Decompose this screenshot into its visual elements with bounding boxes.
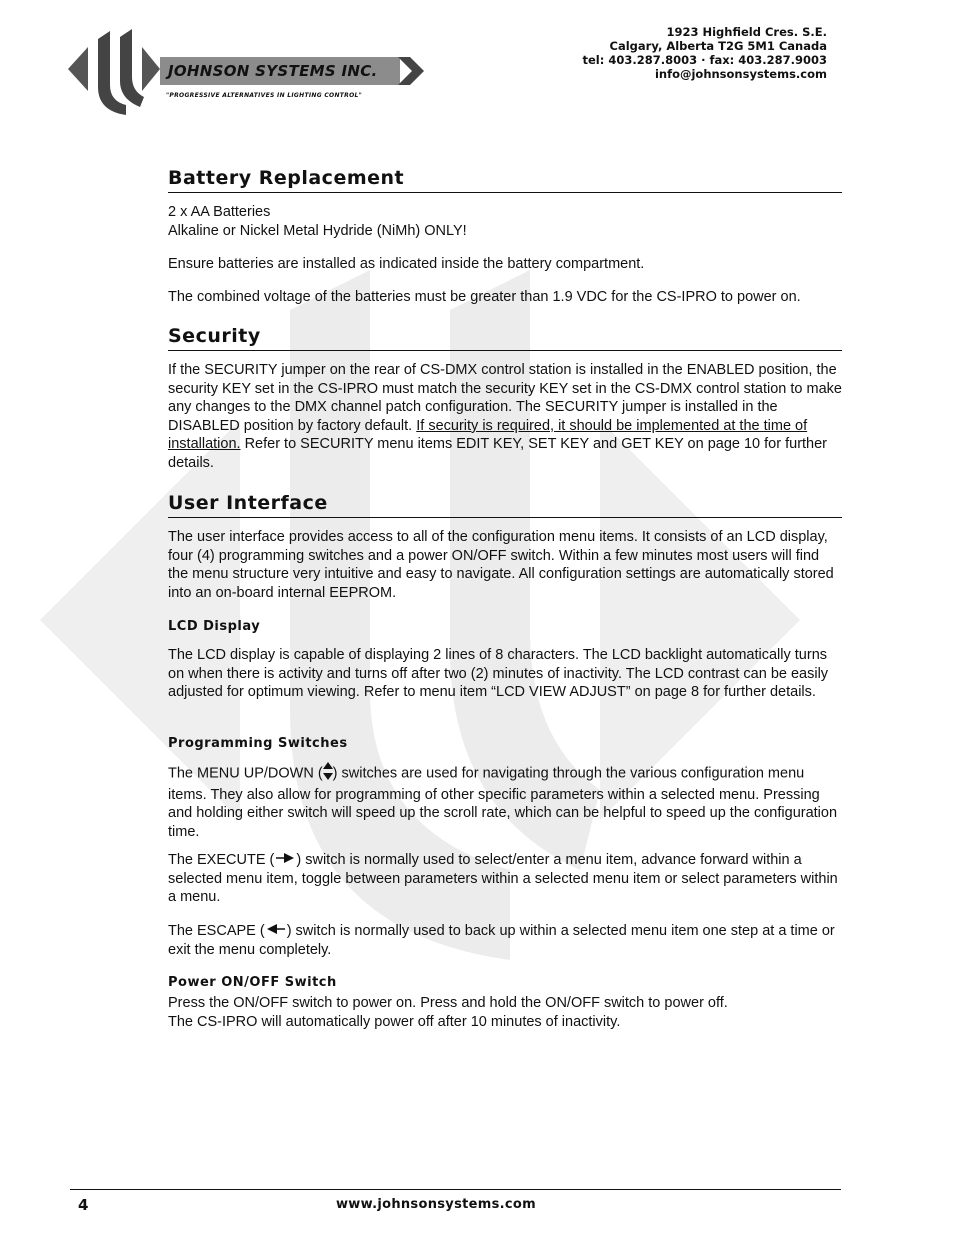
battery-chemistry: Alkaline or Nickel Metal Hydride (NiMh) ONLY! xyxy=(168,222,467,239)
battery-type-text xyxy=(168,203,842,240)
footer-website-link[interactable]: www.johnsonsystems.com xyxy=(336,1197,536,1212)
power-switch-line1: Press the ON/OFF switch to power on. Press and hold the ON/OFF switch to power off. xyxy=(168,995,728,1011)
logo-company-name: JOHNSON SYSTEMS INC. xyxy=(168,62,378,80)
lcd-display-text: The LCD display is capable of displaying 2 lines of 8 characters. The LCD backlight automatically turns on when there is activity and turns off after two (2) minutes of inactivity. The LCD contrast can be easily adjusted for optimum viewing. Refer to menu item “LCD VIEW ADJUST” on page 8 for further details. xyxy=(168,647,829,701)
up-down-arrow-icon xyxy=(323,762,333,786)
page-number: 4 xyxy=(78,1196,89,1214)
company-address xyxy=(582,25,827,81)
programming-switches-heading: Programming Switches xyxy=(168,736,348,751)
execute-switch-text-a: The EXECUTE ( xyxy=(168,852,275,869)
execute-switch-text xyxy=(168,851,842,907)
lcd-display-heading: LCD Display xyxy=(168,619,261,634)
footer-rule xyxy=(70,1189,841,1190)
logo-arrow-icon xyxy=(398,57,428,85)
address-city: Calgary, Alberta T2G 5M1 Canada xyxy=(609,39,827,53)
address-street: 1923 Highfield Cres. S.E. xyxy=(666,25,827,39)
execute-switch-text-b: ) switch is normally used to select/enter a menu item, advance forward within a selected menu item, toggle between parameters within a selected menu item or select parameters within a menu. xyxy=(168,852,838,906)
menu-switch-text-b: ) switches are used for navigating through the various configuration menu items. They also allow for programming of other specific parameters within a selected menu. Pressing and holding either switch will speed up the scroll rate, which can be helpful to speed up the configuration time. xyxy=(168,765,838,840)
power-switch-text xyxy=(168,994,842,1031)
battery-install-text: Ensure batteries are installed as indicated inside the battery compartment. xyxy=(168,256,645,272)
escape-switch-text-a: The ESCAPE ( xyxy=(168,923,265,940)
left-arrow-icon xyxy=(265,922,287,941)
menu-switch-text-a: The MENU UP/DOWN ( xyxy=(168,765,323,782)
battery-count: 2 x AA Batteries xyxy=(168,204,271,220)
security-text-b: Refer to SECURITY menu items EDIT KEY, SET KEY and GET KEY on page 10 for further details. xyxy=(168,436,828,471)
logo-tagline: "PROGRESSIVE ALTERNATIVES IN LIGHTING CONTROL" xyxy=(166,92,363,99)
menu-switch-text xyxy=(168,762,842,841)
escape-switch-text xyxy=(168,922,842,959)
security-underlined-note: If security is required, it should be implemented at the time of installation. xyxy=(168,417,808,453)
user-interface-intro: The user interface provides access to all of the configuration menu items. It consists of an LCD display, four (4) programming switches and a power ON/OFF switch. Within a few minutes most users will find the menu structure very intuitive and easy to navigate. All configuration settings are automatically stored into an on-board internal EEPROM. xyxy=(168,529,834,601)
address-phone-fax: tel: 403.287.8003 · fax: 403.287.9003 xyxy=(582,53,827,67)
power-switch-heading: Power ON/OFF Switch xyxy=(168,975,337,990)
user-interface-heading: User Interface xyxy=(168,492,842,518)
battery-voltage-text: The combined voltage of the batteries must be greater than 1.9 VDC for the CS-IPRO to power on. xyxy=(168,289,801,305)
security-text-a: If the SECURITY jumper on the rear of CS-DMX control station is installed in the ENABLED position, the security KEY set in the CS-IPRO must match the security KEY set in the CS-DMX control station to make any changes to the DMX channel patch configuration. The SECURITY jumper is installed in the DISABLED position by factory default. xyxy=(168,362,842,434)
security-heading: Security xyxy=(168,325,842,351)
power-switch-line2: The CS-IPRO will automatically power off after 10 minutes of inactivity. xyxy=(168,1013,621,1030)
address-email: info@johnsonsystems.com xyxy=(654,67,827,81)
company-logo xyxy=(68,25,408,117)
right-arrow-icon xyxy=(274,851,296,870)
security-text xyxy=(168,361,842,473)
escape-switch-text-b: ) switch is normally used to back up within a selected menu item one step at a time or exit the menu completely. xyxy=(168,923,835,958)
battery-heading: Battery Replacement xyxy=(168,167,842,193)
